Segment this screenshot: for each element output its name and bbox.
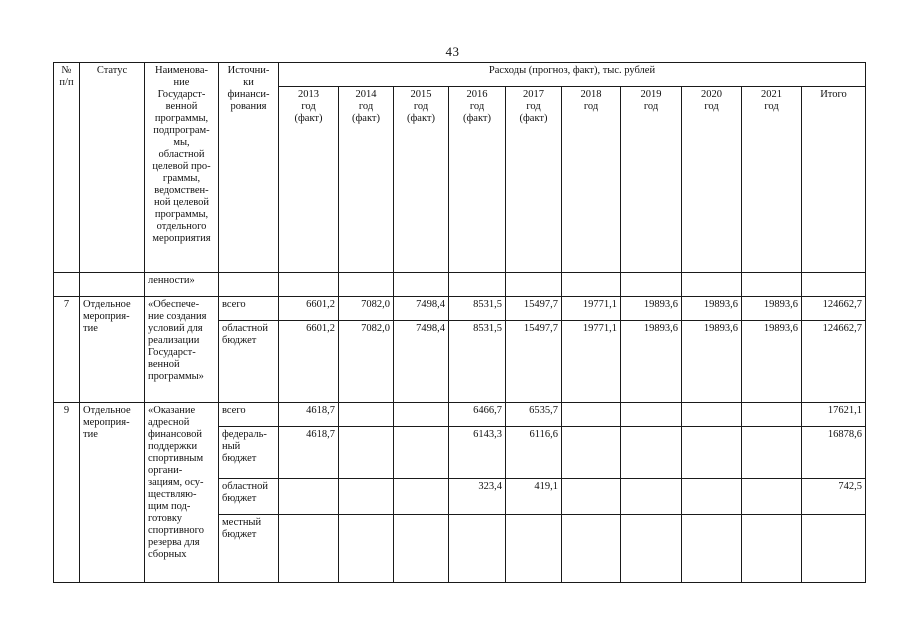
header-year: 2013 год (факт) <box>279 87 339 273</box>
total-cell: 16878,6 <box>802 427 866 479</box>
header-year: 2021 год <box>742 87 802 273</box>
value-cell <box>742 427 802 479</box>
value-cell <box>394 427 449 479</box>
total-cell <box>802 515 866 583</box>
value-cell: 7082,0 <box>339 321 394 403</box>
header-row <box>54 63 866 87</box>
value-cell <box>742 479 802 515</box>
value-cell: 6466,7 <box>449 403 506 427</box>
budget-table <box>53 62 866 583</box>
total-cell: 124662,7 <box>802 297 866 321</box>
value-cell <box>621 479 682 515</box>
value-cell: 6601,2 <box>279 321 339 403</box>
value-cell: 323,4 <box>449 479 506 515</box>
value-cell <box>506 515 562 583</box>
table-row <box>54 403 866 427</box>
value-cell: 15497,7 <box>506 297 562 321</box>
row-source: областной бюджет <box>219 479 279 515</box>
value-cell <box>682 479 742 515</box>
total-cell: 742,5 <box>802 479 866 515</box>
value-cell: 7082,0 <box>339 297 394 321</box>
header-expenses: Расходы (прогноз, факт), тыс. рублей <box>279 63 866 87</box>
value-cell <box>394 403 449 427</box>
header-funding-source: Источни- ки финанси- рования <box>219 63 279 273</box>
value-cell <box>562 427 621 479</box>
continuation-name: ленности» <box>145 273 219 297</box>
value-cell <box>562 403 621 427</box>
row-source: областной бюджет <box>219 321 279 403</box>
value-cell <box>742 515 802 583</box>
row-program-name: «Оказание адресной финансовой поддержки спортивным органи- зациям, осу- ществляю- щим под- готовку спортивного резерва для сборных <box>145 403 219 583</box>
header-year: 2016 год (факт) <box>449 87 506 273</box>
row-status: Отдельное мероприя- тие <box>80 297 145 403</box>
value-cell: 6116,6 <box>506 427 562 479</box>
value-cell: 7498,4 <box>394 321 449 403</box>
value-cell: 19893,6 <box>621 297 682 321</box>
header-year: 2019 год <box>621 87 682 273</box>
row-source: всего <box>219 297 279 321</box>
row-program-name: «Обеспече- ние создания условий для реализации Государст- венной программы» <box>145 297 219 403</box>
row-source: местный бюджет <box>219 515 279 583</box>
value-cell <box>742 403 802 427</box>
value-cell: 8531,5 <box>449 297 506 321</box>
row-number: 9 <box>54 403 80 583</box>
value-cell: 7498,4 <box>394 297 449 321</box>
header-status: Статус <box>80 63 145 273</box>
value-cell <box>339 403 394 427</box>
page-number: 43 <box>445 44 460 59</box>
value-cell <box>339 427 394 479</box>
value-cell <box>562 515 621 583</box>
value-cell: 19893,6 <box>682 321 742 403</box>
header-program-name: Наименова- ние Государст- венной программы, подпрограм- мы, областной целевой про- граммы, ведомствен- ной целевой программы, отдельного мероприятия <box>145 63 219 273</box>
value-cell: 419,1 <box>506 479 562 515</box>
value-cell: 19893,6 <box>742 321 802 403</box>
value-cell <box>621 403 682 427</box>
value-cell <box>339 515 394 583</box>
value-cell <box>449 515 506 583</box>
value-cell: 19893,6 <box>742 297 802 321</box>
header-year: 2018 год <box>562 87 621 273</box>
header-number: № п/п <box>54 63 80 273</box>
header-year: 2015 год (факт) <box>394 87 449 273</box>
row-source: федераль- ный бюджет <box>219 427 279 479</box>
value-cell <box>339 479 394 515</box>
value-cell <box>682 427 742 479</box>
value-cell: 8531,5 <box>449 321 506 403</box>
total-cell: 17621,1 <box>802 403 866 427</box>
value-cell: 6143,3 <box>449 427 506 479</box>
value-cell: 4618,7 <box>279 427 339 479</box>
value-cell <box>394 515 449 583</box>
row-source: всего <box>219 403 279 427</box>
value-cell <box>394 479 449 515</box>
value-cell: 19771,1 <box>562 321 621 403</box>
total-cell: 124662,7 <box>802 321 866 403</box>
value-cell: 19771,1 <box>562 297 621 321</box>
header-year: 2020 год <box>682 87 742 273</box>
continuation-row <box>54 273 866 297</box>
value-cell <box>279 515 339 583</box>
value-cell: 19893,6 <box>682 297 742 321</box>
value-cell: 6535,7 <box>506 403 562 427</box>
table-row <box>54 297 866 321</box>
row-number: 7 <box>54 297 80 403</box>
value-cell <box>621 515 682 583</box>
header-year: 2017 год (факт) <box>506 87 562 273</box>
value-cell <box>279 479 339 515</box>
value-cell: 6601,2 <box>279 297 339 321</box>
value-cell <box>682 403 742 427</box>
row-status: Отдельное мероприя- тие <box>80 403 145 583</box>
header-total: Итого <box>802 87 866 273</box>
value-cell: 15497,7 <box>506 321 562 403</box>
value-cell <box>562 479 621 515</box>
header-year: 2014 год (факт) <box>339 87 394 273</box>
value-cell <box>682 515 742 583</box>
value-cell <box>621 427 682 479</box>
value-cell: 4618,7 <box>279 403 339 427</box>
value-cell: 19893,6 <box>621 321 682 403</box>
